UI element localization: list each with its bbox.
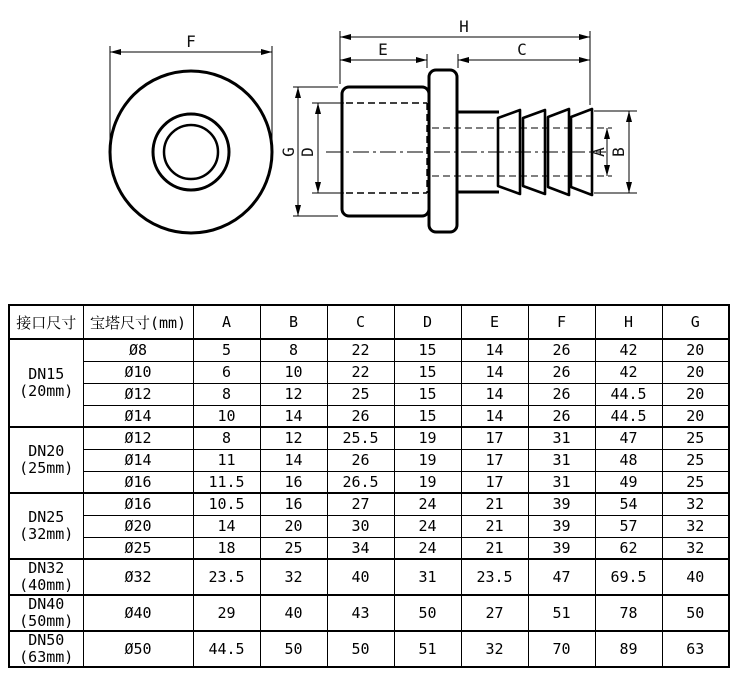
cell-C: 26 [327, 405, 394, 427]
group-label-size: (25mm) [19, 459, 74, 477]
cell-barb-size: Ø20 [83, 515, 193, 537]
dim-label-g: G [279, 147, 298, 157]
cell-A: 14 [193, 515, 260, 537]
cell-G: 20 [662, 361, 729, 383]
cell-G: 32 [662, 537, 729, 559]
cell-D: 50 [394, 595, 461, 631]
cell-D: 19 [394, 427, 461, 449]
table-row [9, 383, 729, 405]
table-row [9, 427, 729, 449]
header-barb-size: 宝塔尺寸(mm) [83, 305, 193, 339]
dim-label-c: C [517, 40, 527, 59]
front-view [110, 46, 272, 233]
cell-C: 27 [327, 493, 394, 515]
cell-C: 22 [327, 339, 394, 361]
dim-label-e: E [378, 40, 388, 59]
cell-A: 10 [193, 405, 260, 427]
cell-E: 23.5 [461, 559, 528, 595]
cell-E: 14 [461, 339, 528, 361]
cell-A: 11 [193, 449, 260, 471]
cell-D: 15 [394, 383, 461, 405]
header-col-H: H [595, 305, 662, 339]
dimension-table [8, 304, 730, 668]
cell-D: 24 [394, 515, 461, 537]
cell-A: 10.5 [193, 493, 260, 515]
cell-E: 14 [461, 383, 528, 405]
group-label-size: (32mm) [19, 525, 74, 543]
cell-G: 40 [662, 559, 729, 595]
cell-H: 42 [595, 361, 662, 383]
cell-F: 47 [528, 559, 595, 595]
cell-E: 17 [461, 449, 528, 471]
cell-D: 15 [394, 339, 461, 361]
cell-G: 20 [662, 339, 729, 361]
table-row [9, 405, 729, 427]
cell-E: 21 [461, 493, 528, 515]
cell-C: 43 [327, 595, 394, 631]
cell-H: 69.5 [595, 559, 662, 595]
table-row [9, 595, 729, 631]
group-label-dn: DN50 [28, 631, 65, 649]
cell-D: 24 [394, 537, 461, 559]
cell-D: 24 [394, 493, 461, 515]
cell-F: 39 [528, 493, 595, 515]
dim-label-a: A [589, 147, 608, 157]
cell-E: 14 [461, 405, 528, 427]
cell-C: 22 [327, 361, 394, 383]
cell-E: 21 [461, 537, 528, 559]
group-label [9, 595, 83, 631]
cell-H: 78 [595, 595, 662, 631]
group-label [9, 559, 83, 595]
cell-C: 40 [327, 559, 394, 595]
group-label [9, 339, 83, 427]
group-label [9, 493, 83, 559]
group-label-dn: DN40 [28, 595, 65, 613]
cell-F: 31 [528, 449, 595, 471]
dim-label-f: F [186, 32, 196, 51]
cell-F: 39 [528, 537, 595, 559]
cell-B: 25 [260, 537, 327, 559]
cell-H: 48 [595, 449, 662, 471]
cell-D: 15 [394, 405, 461, 427]
cell-F: 31 [528, 471, 595, 493]
cell-B: 40 [260, 595, 327, 631]
table-header-row [9, 305, 729, 339]
cell-barb-size: Ø8 [83, 339, 193, 361]
header-interface-size: 接口尺寸 [9, 305, 83, 339]
cell-F: 26 [528, 405, 595, 427]
cell-H: 89 [595, 631, 662, 667]
cell-C: 50 [327, 631, 394, 667]
table-row [9, 339, 729, 361]
cell-F: 51 [528, 595, 595, 631]
cell-A: 6 [193, 361, 260, 383]
cell-H: 54 [595, 493, 662, 515]
cell-barb-size: Ø14 [83, 449, 193, 471]
header-col-G: G [662, 305, 729, 339]
table-row [9, 493, 729, 515]
group-label-size: (63mm) [19, 648, 74, 666]
cell-E: 21 [461, 515, 528, 537]
cell-H: 42 [595, 339, 662, 361]
cell-B: 10 [260, 361, 327, 383]
header-col-E: E [461, 305, 528, 339]
cell-B: 12 [260, 427, 327, 449]
cell-E: 17 [461, 471, 528, 493]
cell-C: 25.5 [327, 427, 394, 449]
cell-A: 11.5 [193, 471, 260, 493]
cell-A: 5 [193, 339, 260, 361]
cell-B: 14 [260, 405, 327, 427]
group-label-size: (40mm) [19, 576, 74, 594]
group-label-size: (20mm) [19, 382, 74, 400]
cell-D: 19 [394, 449, 461, 471]
cell-B: 8 [260, 339, 327, 361]
table-row [9, 361, 729, 383]
header-col-B: B [260, 305, 327, 339]
table-row [9, 559, 729, 595]
table-row [9, 515, 729, 537]
cell-G: 25 [662, 427, 729, 449]
cell-barb-size: Ø25 [83, 537, 193, 559]
cell-G: 25 [662, 449, 729, 471]
flange [429, 70, 457, 232]
cell-A: 8 [193, 383, 260, 405]
cell-C: 25 [327, 383, 394, 405]
cell-G: 20 [662, 383, 729, 405]
cell-F: 70 [528, 631, 595, 667]
cell-F: 31 [528, 427, 595, 449]
cell-A: 18 [193, 537, 260, 559]
table-row [9, 537, 729, 559]
cell-B: 16 [260, 471, 327, 493]
cell-E: 17 [461, 427, 528, 449]
cell-H: 47 [595, 427, 662, 449]
cell-G: 20 [662, 405, 729, 427]
group-label-dn: DN15 [28, 365, 65, 383]
cell-G: 32 [662, 515, 729, 537]
dim-label-d: D [298, 147, 317, 157]
group-label-dn: DN25 [28, 508, 65, 526]
cell-B: 16 [260, 493, 327, 515]
cell-B: 32 [260, 559, 327, 595]
cell-barb-size: Ø40 [83, 595, 193, 631]
cell-barb-size: Ø10 [83, 361, 193, 383]
cell-D: 31 [394, 559, 461, 595]
cell-C: 30 [327, 515, 394, 537]
cell-H: 49 [595, 471, 662, 493]
cell-G: 63 [662, 631, 729, 667]
cell-F: 26 [528, 361, 595, 383]
cell-H: 57 [595, 515, 662, 537]
table-row [9, 449, 729, 471]
cell-A: 8 [193, 427, 260, 449]
dim-label-b: B [609, 147, 628, 157]
cell-barb-size: Ø16 [83, 493, 193, 515]
cell-C: 26 [327, 449, 394, 471]
cell-B: 50 [260, 631, 327, 667]
group-label [9, 631, 83, 667]
cell-F: 39 [528, 515, 595, 537]
cell-D: 51 [394, 631, 461, 667]
cell-B: 14 [260, 449, 327, 471]
dim-label-h: H [459, 17, 469, 36]
cell-A: 23.5 [193, 559, 260, 595]
outer-flange-circle [110, 71, 272, 233]
cell-A: 29 [193, 595, 260, 631]
inner-bore-circle [164, 125, 218, 179]
cell-E: 32 [461, 631, 528, 667]
group-label [9, 427, 83, 493]
header-col-D: D [394, 305, 461, 339]
cell-H: 44.5 [595, 383, 662, 405]
cell-G: 25 [662, 471, 729, 493]
group-label-size: (50mm) [19, 612, 74, 630]
cell-C: 34 [327, 537, 394, 559]
side-view [293, 31, 637, 232]
cell-A: 44.5 [193, 631, 260, 667]
cell-barb-size: Ø16 [83, 471, 193, 493]
header-col-C: C [327, 305, 394, 339]
group-label-dn: DN32 [28, 559, 65, 577]
cell-H: 62 [595, 537, 662, 559]
header-col-F: F [528, 305, 595, 339]
technical-drawing [0, 0, 737, 295]
cell-F: 26 [528, 339, 595, 361]
cell-barb-size: Ø50 [83, 631, 193, 667]
cell-B: 20 [260, 515, 327, 537]
cell-barb-size: Ø32 [83, 559, 193, 595]
cell-D: 19 [394, 471, 461, 493]
cell-E: 27 [461, 595, 528, 631]
cell-F: 26 [528, 383, 595, 405]
cell-C: 26.5 [327, 471, 394, 493]
table-row [9, 471, 729, 493]
cell-E: 14 [461, 361, 528, 383]
table-row [9, 631, 729, 667]
cell-B: 12 [260, 383, 327, 405]
cell-G: 32 [662, 493, 729, 515]
group-label-dn: DN20 [28, 442, 65, 460]
cell-H: 44.5 [595, 405, 662, 427]
cell-G: 50 [662, 595, 729, 631]
cell-D: 15 [394, 361, 461, 383]
header-col-A: A [193, 305, 260, 339]
cell-barb-size: Ø12 [83, 427, 193, 449]
cell-barb-size: Ø14 [83, 405, 193, 427]
cell-barb-size: Ø12 [83, 383, 193, 405]
